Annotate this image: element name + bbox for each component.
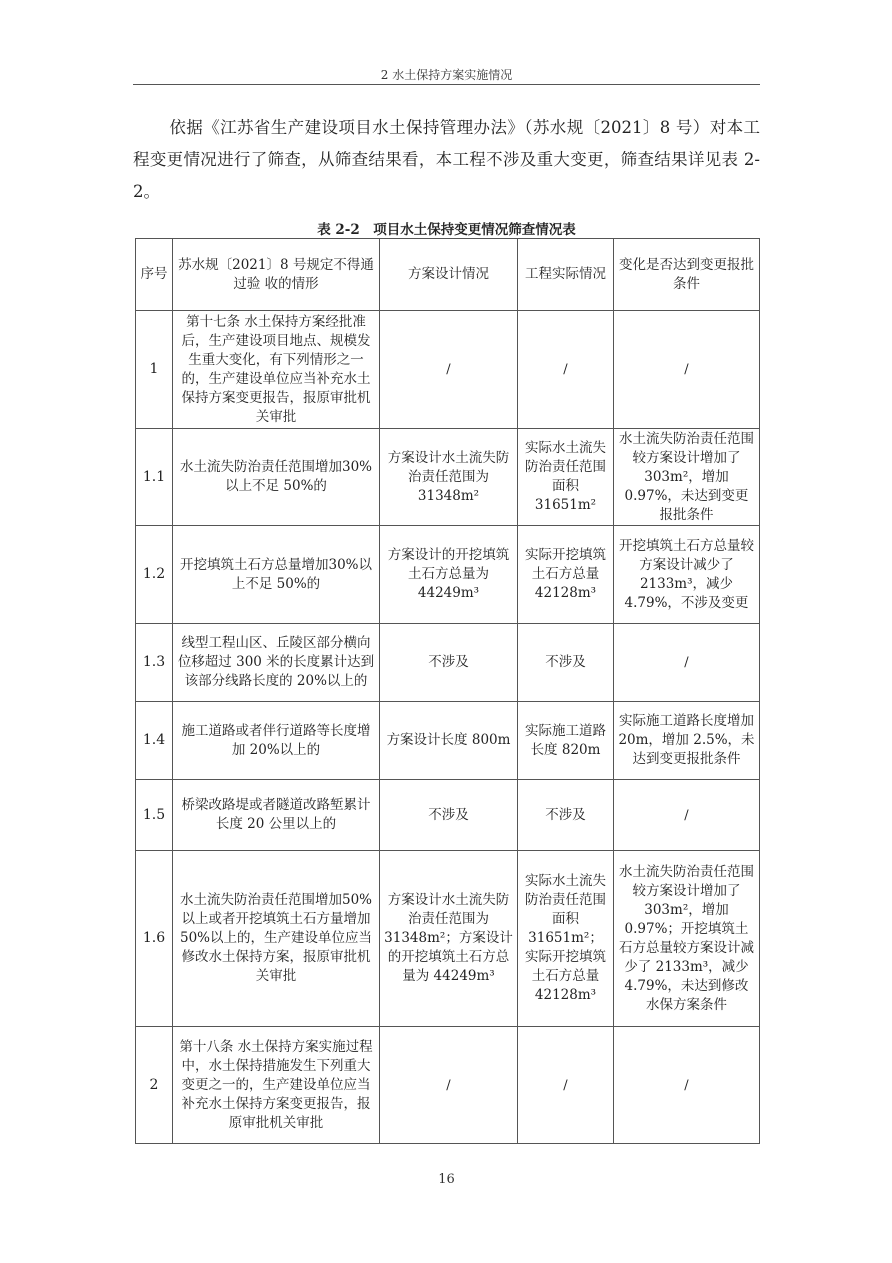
row-actual: / [518,311,614,429]
row-number: 1.1 [136,429,173,526]
header-divider [133,84,760,85]
row-actual: 实际施工道路长度 820m [518,702,614,780]
row-result: 水土流失防治责任范围较方案设计增加了 303m²，增加 0.97%，未达到变更报批条件 [614,429,760,526]
table-row [136,526,760,624]
body-paragraph [133,112,760,208]
row-actual: 实际水土流失防治责任范围面积 31651m²；实际开挖填筑土石方总量 42128m³ [518,851,614,1027]
row-number: 1.3 [136,624,173,702]
table-row [136,780,760,851]
row-number: 1 [136,311,173,429]
row-number: 1.2 [136,526,173,624]
row-design: 方案设计长度 800m [380,702,518,780]
row-rule: 第十七条 水土保持方案经批准后，生产建设项目地点、规模发生重大变化，有下列情形之一的，生产建设单位应当补充水土保持方案变更报告，报原审批机关审批 [173,311,380,429]
row-rule: 水土流失防治责任范围增加30%以上不足 50%的 [173,429,380,526]
table-row [136,702,760,780]
table-row [136,1027,760,1144]
row-rule: 水土流失防治责任范围增加50%以上或者开挖填筑土石方量增加 50%以上的，生产建设单位应当修改水土保持方案，报原审批机关审批 [173,851,380,1027]
header-cell-rule: 苏水规〔2021〕8 号规定不得通过验 收的情形 [173,239,380,311]
table-row [136,851,760,1027]
header-cell-design: 方案设计情况 [380,239,518,311]
row-result: / [614,311,760,429]
table-header-row [136,239,760,311]
row-rule: 施工道路或者伴行道路等长度增加 20%以上的 [173,702,380,780]
row-result: 开挖填筑土石方总量较方案设计减少了 2133m³，减少 4.79%，不涉及变更 [614,526,760,624]
row-rule: 开挖填筑土石方总量增加30%以上不足 50%的 [173,526,380,624]
row-number: 1.5 [136,780,173,851]
row-result: / [614,624,760,702]
row-number: 1.6 [136,851,173,1027]
row-rule: 线型工程山区、丘陵区部分横向位移超过 300 米的长度累计达到该部分线路长度的 20%以上的 [173,624,380,702]
row-actual: 实际开挖填筑土石方总量 42128m³ [518,526,614,624]
screening-table [135,238,760,1144]
row-result: / [614,780,760,851]
body-paragraph-text: 依据《江苏省生产建设项目水土保持管理办法》（苏水规〔2021〕8 号）对本工程变更情况进行了筛查，从筛查结果看，本工程不涉及重大变更，筛查结果详见表 2-2。 [133,118,760,201]
row-result: / [614,1027,760,1144]
row-rule: 桥梁改路堤或者隧道改路堑累计长度 20 公里以上的 [173,780,380,851]
row-actual: / [518,1027,614,1144]
row-design: 不涉及 [380,624,518,702]
row-actual: 不涉及 [518,780,614,851]
row-actual: 不涉及 [518,624,614,702]
row-design: 方案设计水土流失防治责任范围为 31348m² [380,429,518,526]
header-cell-actual: 工程实际情况 [518,239,614,311]
row-design: 方案设计的开挖填筑土石方总量为 44249m³ [380,526,518,624]
row-result: 水土流失防治责任范围较方案设计增加了 303m²，增加 0.97%；开挖填筑土石方总量较方案设计减少了 2133m³，减少 4.79%，未达到修改水保方案条件 [614,851,760,1027]
header-cell-result: 变化是否达到变更报批条件 [614,239,760,311]
header-cell-no: 序号 [136,239,173,311]
table-row [136,429,760,526]
page-number: 16 [438,1172,455,1187]
row-design: 方案设计水土流失防治责任范围为 31348m²；方案设计的开挖填筑土石方总量为 44249m³ [380,851,518,1027]
table-row [136,624,760,702]
row-actual: 实际水土流失防治责任范围面积 31651m² [518,429,614,526]
row-design: / [380,311,518,429]
table-caption: 表 2-2 项目水土保持变更情况筛查情况表 [317,222,576,238]
row-result: 实际施工道路长度增加 20m，增加 2.5%，未达到变更报批条件 [614,702,760,780]
row-design: / [380,1027,518,1144]
row-design: 不涉及 [380,780,518,851]
row-rule: 第十八条 水土保持方案实施过程中，水土保持措施发生下列重大变更之一的，生产建设单位应当补充水土保持方案变更报告，报原审批机关审批 [173,1027,380,1144]
table-row [136,311,760,429]
running-header: 2 水土保持方案实施情况 [380,68,513,82]
row-number: 1.4 [136,702,173,780]
row-number: 2 [136,1027,173,1144]
